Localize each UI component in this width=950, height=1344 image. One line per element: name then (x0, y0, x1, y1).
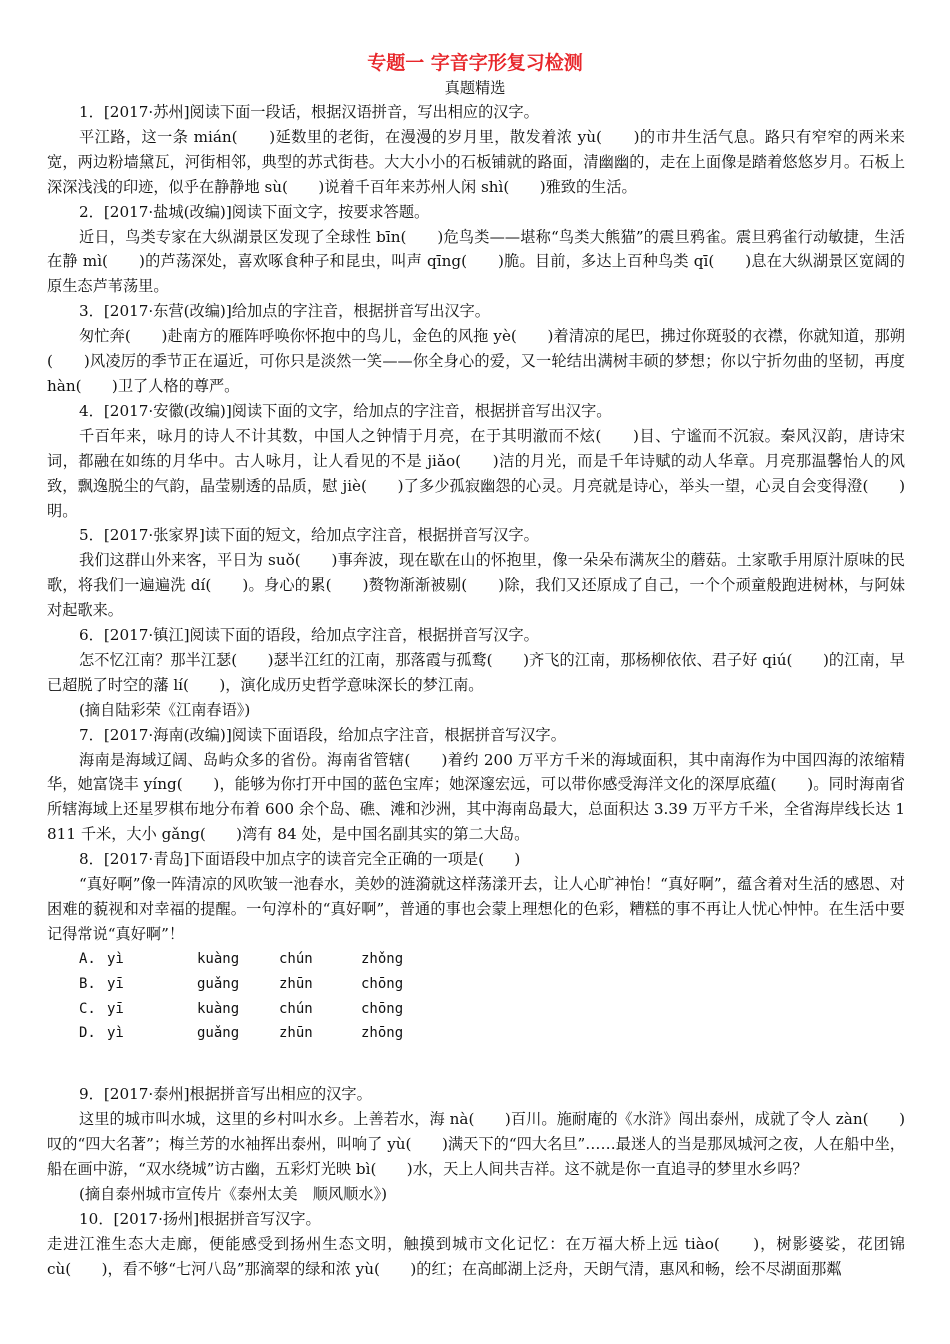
option-pinyin: zhūn (279, 1025, 313, 1042)
paragraph: 千百年来，咏月的诗人不计其数，中国人之钟情于月亮，在于其明澈而不炫( )目、宁谧而不沉寂。秦风汉韵，唐诗宋词，都融在如练的月华中。古人咏月，让人看见的不是 jiǎo( )洁的月光，而是千年诗赋的动人华章。月亮那温馨怡人的风致，飘逸脱尘的气韵，晶莹剔透的品质，慰 jiè( )了多少孤寂幽怨的心灵。月亮就是诗心，举头一望，心灵自会变得澄( )明。 (47, 426, 905, 520)
option-letter: C. (79, 1000, 96, 1017)
option-pinyin: yì (107, 950, 124, 967)
question-group-1 (47, 100, 905, 947)
option-pinyin: chōng (361, 1000, 404, 1017)
paragraph: 7．[2017·海南(改编)]阅读下面语段，给加点字注音，根据拼音写汉字。 (79, 725, 566, 744)
paragraph: 走进江淮生态大走廊，便能感受到扬州生态文明，触摸到城市文化记忆：在万福大桥上远 tiào( )，树影婆娑，花团锦 cù( )，看不够“七河八岛”那滴翠的绿和浓 yù( )的红；在高邮湖上泛舟，天朗气清，惠风和畅，绘不尽湖面那粼 (47, 1234, 905, 1278)
option-pinyin: chún (279, 1000, 313, 1017)
paragraph: 2．[2017·盐城(改编)]阅读下面文字，按要求答题。 (79, 202, 430, 221)
option-row (79, 947, 905, 972)
paragraph: 9．[2017·泰州]根据拼音写出相应的汉字。 (79, 1085, 372, 1104)
option-pinyin: kuàng (197, 950, 240, 967)
document-title: 专题一 字音字形复习检测 (367, 52, 583, 74)
option-pinyin: yī (107, 1000, 124, 1017)
option-pinyin: guǎng (197, 1025, 240, 1042)
paragraph: 1．[2017·苏州]阅读下面一段话，根据汉语拼音，写出相应的汉字。 (79, 103, 539, 121)
paragraph: 匆忙奔( )赴南方的雁阵呼唤你怀抱中的鸟儿，金色的风拖 yè( )着清凉的尾巴，拂过你斑驳的衣襟，你就知道，那朔( )风凌厉的季节正在逼近，可你只是淡然一笑——你全身心的爱，又一轮结出满树丰硕的梦想；你以宁折勿曲的坚韧，再度 hàn( )卫了人格的尊严。 (47, 327, 905, 395)
spacer (47, 1046, 905, 1082)
question-group-2 (47, 1082, 905, 1281)
option-pinyin: zhōng (361, 1025, 404, 1042)
paragraph: 平江路，这一条 mián( )延数里的老街，在漫漫的岁月里，散发着浓 yù( )的市井生活气息。路只有窄窄的两米来宽，两边粉墙黛瓦，河街相邻，典型的苏式街巷。大大小小的石板铺就的路面，清幽幽的，走在上面像是踏着悠悠岁月。石板上深深浅浅的印迹，似乎在静静地 sù( )说着千百年来苏州人闲 shì( )雅致的生活。 (47, 127, 905, 196)
document-subtitle: 真题精选 (444, 79, 506, 97)
paragraph: 3．[2017·东营(改编)]给加点的字注音，根据拼音写出汉字。 (79, 302, 490, 321)
option-letter: B. (79, 975, 96, 992)
option-pinyin: kuàng (197, 1000, 240, 1017)
paragraph: 我们这群山外来客，平日为 suǒ( )事奔波，现在歇在山的怀抱里，像一朵朵布满灰尘的蘑菇。土家歌手用原汁原味的民歌，将我们一遍遍洗 dí( )。身心的累( )赘物渐渐被剔( )除，我们又还原成了自己，一个个顽童般跑进树林，与阿妹对起歌来。 (47, 551, 905, 620)
paragraph: 海南是海域辽阔、岛屿众多的省份。海南省管辖( )着约 200 万平方千米的海域面积，其中南海作为中国四海的浓缩精华，她富饶丰 yíng( )，能够为你打开中国的蓝色宝库；她深邃宏远，可以带你感受海洋文化的深厚底蕴( )。同时海南省所辖海域上还星罗棋布地分布着 600 余个岛、礁、滩和沙洲，其中海南岛最大，总面积达 3.39 万平方千米，全省海岸线长达 1 811 千米，大小 gǎng( )湾有 84 处，是中国名副其实的第二大岛。 (47, 750, 905, 844)
option-row (79, 1021, 905, 1046)
paragraph: 怎不忆江南？那半江瑟( )瑟半江红的江南，那落霞与孤鹜( )齐飞的江南，那杨柳依依、君子好 qiú( )的江南，早已超脱了时空的藩 lí( )，演化成历史哲学意味深长的梦江南。 (47, 650, 905, 694)
option-pinyin: chōng (361, 975, 404, 992)
paragraph: 6．[2017·镇江]阅读下面的语段，给加点字注音，根据拼音写汉字。 (79, 626, 539, 645)
option-pinyin: yì (107, 1025, 124, 1042)
document-body (47, 100, 905, 1282)
option-letter: A. (79, 950, 96, 967)
paragraph: 这里的城市叫水城，这里的乡村叫水乡。上善若水，海 nà( )百川。施耐庵的《水浒》闯出泰州，成就了令人 zàn( )叹的“四大名著”；梅兰芳的水袖挥出泰州，叫响了 yù( )满天下的“四大名旦”……最迷人的当是那凤城河之夜，人在船中坐，船在画中游，“双水绕城”访古幽，五彩灯光映 bì( )水，天上人间共吉祥。这不就是你一直追寻的梦里水乡吗？ (47, 1110, 905, 1179)
paragraph: (摘自陆彩荣《江南春语》) (79, 700, 251, 719)
paragraph: 5．[2017·张家界]读下面的短文，给加点字注音，根据拼音写汉字。 (79, 526, 539, 545)
option-pinyin: chún (279, 950, 313, 967)
paragraph: 4．[2017·安徽(改编)]阅读下面的文字，给加点的字注音，根据拼音写出汉字。 (79, 401, 612, 420)
paragraph: 8．[2017·青岛]下面语段中加点字的读音完全正确的一项是( ) (79, 850, 521, 869)
answer-options (47, 947, 905, 1047)
option-pinyin: guǎng (197, 975, 240, 992)
option-row (79, 997, 905, 1022)
option-pinyin: zhūn (279, 975, 313, 992)
paragraph: “真好啊”像一阵清凉的风吹皱一池春水，美妙的涟漪就这样荡漾开去，让人心旷神怡！“真好啊”，蕴含着对生活的感恩、对困难的藐视和对幸福的提醒。一句淳朴的“真好啊”，普通的事也会蒙上理想化的色彩，糟糕的事不再让人忧心忡忡。在生活中要记得常说“真好啊”！ (47, 875, 905, 943)
paragraph: 10．[2017·扬州]根据拼音写汉字。 (79, 1209, 321, 1228)
option-pinyin: zhǒng (361, 950, 404, 967)
option-pinyin: yī (107, 975, 124, 992)
paragraph: (摘自泰州城市宣传片《泰州太美 顺风顺水》) (79, 1185, 388, 1203)
paragraph: 近日，鸟类专家在大纵湖景区发现了全球性 bīn( )危鸟类——堪称“鸟类大熊猫”的震旦鸦雀。震旦鸦雀行动敏捷，生活在静 mì( )的芦荡深处，喜欢啄食种子和昆虫，叫声 qīng( )脆。目前，多达上百种鸟类 qī( )息在大纵湖景区宽阔的原生态芦苇荡里。 (47, 227, 905, 296)
option-letter: D. (79, 1025, 96, 1042)
option-row (79, 972, 905, 997)
